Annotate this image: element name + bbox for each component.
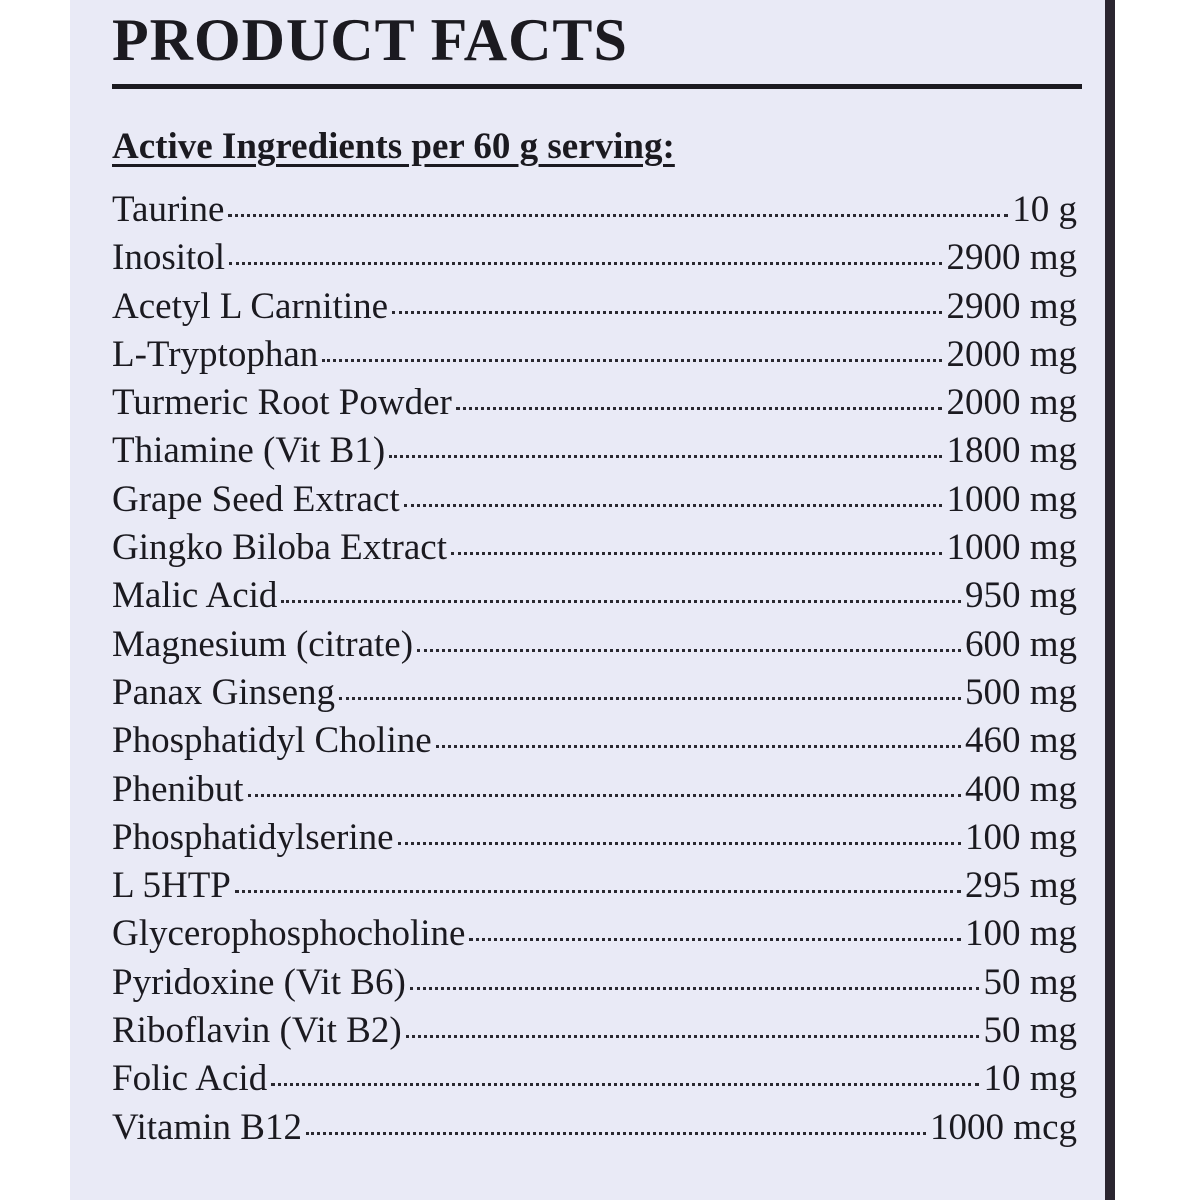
dot-leader [235,853,961,893]
ingredient-amount: 100 mg [964,816,1077,858]
ingredient-name: Malic Acid [112,575,278,617]
ingredient-amount: 2000 mg [946,333,1077,375]
ingredient-name: Inositol [112,237,226,279]
ingredient-row [112,519,1077,567]
ingredient-name: Vitamin B12 [112,1106,302,1148]
dot-leader [456,370,943,410]
ingredient-name: Riboflavin (Vit B2) [112,1010,402,1052]
ingredient-name: Turmeric Root Powder [112,382,452,424]
dot-leader [417,612,961,652]
dot-leader [248,757,961,797]
ingredient-amount: 1000 mcg [930,1106,1077,1148]
ingredient-row [112,905,1077,953]
dot-leader [406,998,980,1038]
ingredient-row [112,567,1077,615]
ingredient-amount: 100 mg [964,913,1077,955]
ingredient-row [112,761,1077,809]
ingredient-row [112,1002,1077,1050]
ingredient-name: Folic Acid [112,1058,268,1100]
ingredient-name: Pyridoxine (Vit B6) [112,961,406,1003]
dot-leader [229,225,942,265]
ingredient-amount: 950 mg [964,575,1077,617]
ingredient-row [112,1050,1077,1098]
ingredient-row [112,954,1077,1002]
ingredient-amount: 600 mg [964,623,1077,665]
ingredient-amount: 2000 mg [946,382,1077,424]
panel-title: PRODUCT FACTS [112,7,628,73]
ingredient-row [112,181,1077,229]
ingredient-name: Phosphatidylserine [112,816,394,858]
ingredient-row [112,712,1077,760]
ingredient-amount: 500 mg [964,671,1077,713]
ingredient-amount: 50 mg [983,961,1077,1003]
title-divider [112,84,1082,89]
ingredient-amount: 1800 mg [946,430,1077,472]
ingredient-amount: 10 mg [983,1058,1077,1100]
ingredient-amount: 460 mg [964,720,1077,762]
ingredient-row [112,229,1077,277]
dot-leader [410,950,980,990]
dot-leader [469,901,960,941]
ingredient-name: Gingko Biloba Extract [112,527,447,569]
panel-subtitle: Active Ingredients per 60 g serving: [112,126,675,167]
product-facts-label [70,0,1115,1200]
dot-leader [404,467,943,507]
dot-leader [281,563,961,603]
ingredient-name: Panax Ginseng [112,671,335,713]
ingredient-amount: 2900 mg [946,285,1077,327]
dot-leader [398,805,961,845]
ingredient-amount: 400 mg [964,768,1077,810]
ingredient-name: Phosphatidyl Choline [112,720,432,762]
ingredient-row [112,616,1077,664]
ingredient-amount: 10 g [1012,189,1077,230]
ingredient-name: Taurine [112,189,225,230]
ingredient-row [112,809,1077,857]
dot-leader [389,418,942,458]
ingredient-name: L 5HTP [112,865,231,907]
ingredient-row [112,278,1077,326]
dot-leader [322,322,942,362]
dot-leader [451,515,942,555]
ingredient-row [112,471,1077,519]
dot-leader [436,708,961,748]
ingredient-amount: 1000 mg [946,527,1077,569]
ingredient-amount: 295 mg [964,865,1077,907]
dot-leader [392,274,942,314]
dot-leader [339,660,961,700]
ingredient-row [112,422,1077,470]
ingredient-row [112,1099,1077,1147]
dot-leader [271,1046,979,1086]
ingredient-row [112,374,1077,422]
ingredient-amount: 1000 mg [946,478,1077,520]
ingredient-name: Magnesium (citrate) [112,623,414,665]
ingredient-amount: 2900 mg [946,237,1077,279]
dot-leader [306,1095,926,1135]
ingredient-name: Phenibut [112,768,244,810]
ingredient-amount: 50 mg [983,1010,1077,1052]
ingredient-row [112,857,1077,905]
ingredient-row [112,326,1077,374]
ingredient-list [112,181,1077,1147]
ingredient-name: Thiamine (Vit B1) [112,430,386,472]
ingredient-name: Grape Seed Extract [112,478,400,520]
dot-leader [228,177,1008,217]
ingredient-row [112,664,1077,712]
ingredient-name: Acetyl L Carnitine [112,285,389,327]
ingredient-name: L-Tryptophan [112,333,319,375]
ingredient-name: Glycerophosphocholine [112,913,466,955]
